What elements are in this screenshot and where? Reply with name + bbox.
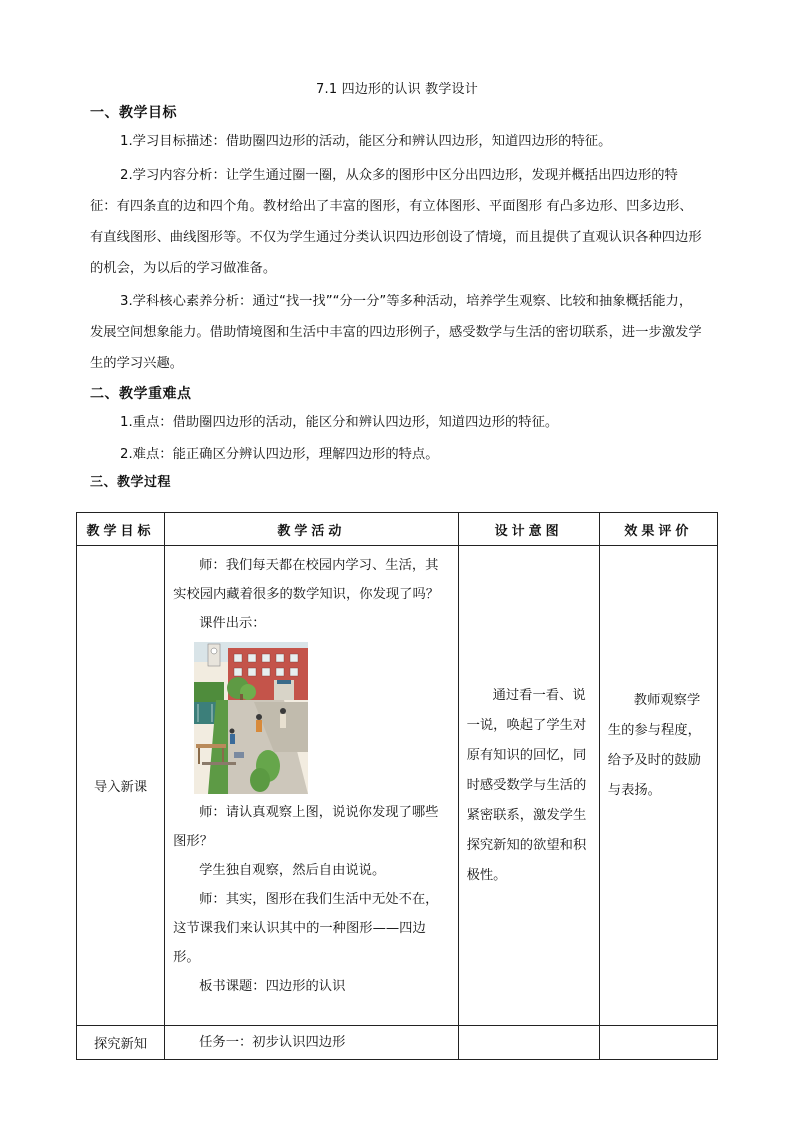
section-heading-key-points: 二、教学重难点 xyxy=(90,386,192,402)
table-row xyxy=(77,1026,718,1060)
activity-line: 师：请认真观察上图，说说你发现了哪些图形？ xyxy=(173,805,439,849)
activity-line: 学生独自观察，然后自由说说。 xyxy=(199,863,386,878)
row-goal-intro: 导入新课 xyxy=(77,546,165,1026)
activity-line: 任务一：初步认识四边形 xyxy=(199,1035,346,1050)
table-header-evaluation: 效果评价 xyxy=(599,513,717,546)
objective-paragraph-2: 2.学习内容分析：让学生通过圈一圈，从众多的图形中区分出四边形，发现并概括出四边形的特征：有四条直的边和四个角。教材给出了丰富的图形，有立体图形、平面图形 有凸多边形、凹多边形、有直线图形、曲线图形等。不仅为学生通过分类认识四边形创设了情境，而且提供了直观认识各种四边形的机会，为以后的学习做准备。 xyxy=(90,168,702,276)
intent-text: 通过看一看、说一说，唤起了学生对原有知识的回忆，同时感受数学与生活的紧密联系，激发学生探究新知的欲望和积极性。 xyxy=(466,687,587,883)
activity-line: 板书课题：四边形的认识 xyxy=(199,979,346,994)
table-header-activity: 教学活动 xyxy=(165,513,458,546)
row-goal-explore: 探究新知 xyxy=(77,1026,165,1060)
row-activity-intro xyxy=(165,546,458,1026)
row-evaluation-intro xyxy=(599,546,717,1026)
difficulty-paragraph: 2.难点：能正确区分辨认四边形，理解四边形的特点。 xyxy=(120,447,439,462)
table-header-goal: 教学目标 xyxy=(77,513,165,546)
row-activity-explore xyxy=(165,1026,458,1060)
document-title: 7.1 四边形的认识 教学设计 xyxy=(316,82,478,97)
objective-paragraph-3: 3.学科核心素养分析：通过“找一找”“分一分”等多种活动，培养学生观察、比较和抽象概括能力，发展空间想象能力。借助情境图和生活中丰富的四边形例子，感受数学与生活的密切联系，进一步激发学生的学习兴趣。 xyxy=(90,294,702,371)
table-row xyxy=(77,546,718,1026)
campus-scene-illustration xyxy=(194,642,308,794)
row-intent-intro xyxy=(458,546,599,1026)
evaluation-text: 教师观察学生的参与程度，给予及时的鼓励与表扬。 xyxy=(607,692,701,798)
key-point-paragraph: 1.重点：借助圈四边形的活动，能区分和辨认四边形，知道四边形的特征。 xyxy=(120,415,559,430)
section-heading-objectives: 一、教学目标 xyxy=(90,105,177,121)
section-heading-process: 三、教学过程 xyxy=(90,475,172,490)
teaching-process-table xyxy=(76,512,718,1060)
row-intent-explore xyxy=(458,1026,599,1060)
table-header-intent: 设计意图 xyxy=(458,513,599,546)
row-evaluation-explore xyxy=(599,1026,717,1060)
activity-line: 课件出示： xyxy=(199,616,266,631)
table-header-row xyxy=(77,513,718,546)
activity-line: 师：其实，图形在我们生活中无处不在，这节课我们来认识其中的一种图形——四边形。 xyxy=(173,892,439,965)
objective-paragraph-1: 1.学习目标描述：借助圈四边形的活动，能区分和辨认四边形，知道四边形的特征。 xyxy=(120,134,612,149)
activity-line: 师：我们每天都在校园内学习、生活，其实校园内藏着很多的数学知识，你发现了吗？ xyxy=(173,558,440,602)
